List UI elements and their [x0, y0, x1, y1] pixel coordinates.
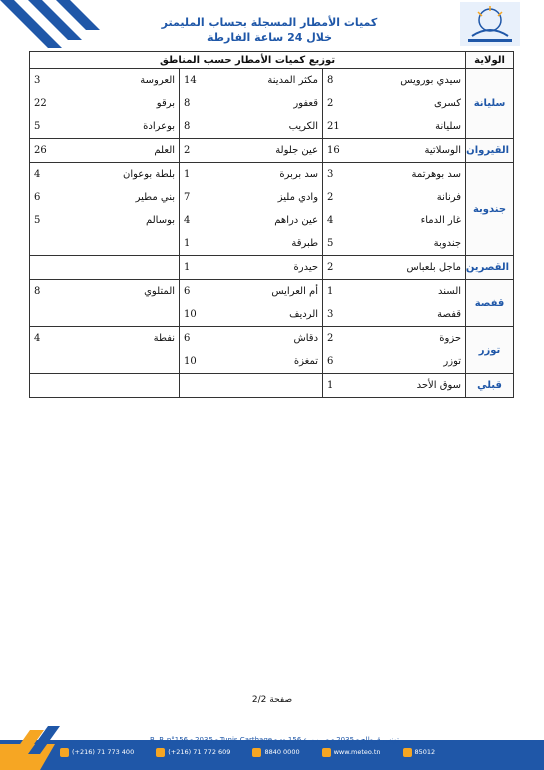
table-row: [30, 280, 514, 304]
rainfall-value: 16: [323, 139, 371, 163]
table-row: [30, 69, 514, 93]
contact-text: (+216) 71 772 609: [168, 748, 231, 756]
footer-contacts: [60, 745, 435, 759]
rainfall-value: 3: [323, 163, 371, 187]
table-row: [30, 115, 514, 139]
phone-icon: [60, 748, 69, 757]
rainfall-value: 4: [30, 163, 85, 187]
rainfall-value: 8: [323, 69, 371, 93]
rainfall-value: 3: [323, 303, 371, 327]
station-name: سليانة: [371, 115, 466, 139]
rainfall-value: 8: [180, 92, 228, 115]
rainfall-value: 1: [180, 232, 228, 256]
table-row: [30, 350, 514, 374]
meteo-logo: [460, 2, 520, 46]
station-name: تمغزة: [228, 350, 323, 374]
station-name: الرديف: [228, 303, 323, 327]
fax-icon: [156, 748, 165, 757]
rainfall-value: 6: [180, 280, 228, 304]
rainfall-value: 4: [323, 209, 371, 232]
rainfall-value: 22: [30, 92, 85, 115]
rainfall-value: 5: [30, 209, 85, 232]
rainfall-value: 4: [180, 209, 228, 232]
station-name: وادي مليز: [277, 192, 319, 203]
station-name: ماجل بلعباس: [371, 256, 466, 280]
station-name: بوسالم: [145, 215, 176, 226]
rainfall-value: 6: [323, 350, 371, 374]
rainfall-value: 21: [323, 115, 371, 139]
rainfall-value: [30, 303, 85, 327]
governorate-cell: سليانة: [466, 69, 514, 139]
rainfall-value: 2: [180, 139, 228, 163]
contact-item[interactable]: [322, 748, 381, 757]
phone-icon: [252, 748, 261, 757]
station-name: [85, 232, 180, 256]
rainfall-value: 6: [180, 327, 228, 351]
rainfall-value: 1: [323, 280, 371, 304]
table-row: [30, 374, 514, 398]
station-name: الكريب: [228, 115, 323, 139]
rainfall-value: [30, 256, 85, 280]
contact-item[interactable]: [156, 748, 230, 757]
station-name: كسرى: [434, 98, 462, 109]
station-name: [85, 256, 180, 280]
station-name: جندوبة: [371, 232, 466, 256]
rainfall-value: 2: [323, 186, 371, 209]
rainfall-value: 1: [180, 163, 228, 187]
table-row: [30, 163, 514, 187]
station-name: غار الدماء: [420, 215, 462, 226]
page-title: كميات الأمطار المسجلة بحساب المليمتر: [161, 16, 378, 29]
rainfall-value: 10: [180, 303, 228, 327]
station-name: برقو: [156, 98, 176, 109]
page-number: صفحة 2/2: [251, 695, 293, 705]
station-name: العلم: [85, 139, 180, 163]
station-name: بني مطير: [135, 192, 176, 203]
station-name: عين دراهم: [274, 215, 319, 226]
rainfall-value: 14: [180, 69, 228, 93]
station-name: حزوة: [439, 333, 462, 344]
contact-item[interactable]: [60, 748, 134, 757]
rainfall-value: 4: [30, 327, 85, 351]
table-row: [30, 232, 514, 256]
station-name: سيدي بورويس: [400, 75, 462, 86]
table-row: [30, 186, 514, 209]
table-row: [30, 303, 514, 327]
table-header-row: [30, 52, 514, 69]
rainfall-value: [30, 232, 85, 256]
contact-text: 8840 0000: [264, 748, 300, 756]
station-name: حيدرة: [228, 256, 323, 280]
table-row: [30, 327, 514, 351]
rainfall-value: [180, 374, 228, 398]
station-name: دقاش: [293, 333, 319, 344]
station-name: [85, 303, 180, 327]
rainfall-value: 3: [30, 69, 85, 93]
footer-address: B. P. n°156 - 2035 - Tunis Carthage - تونس قرطاج - 2035 - ص.ب. عـ156ـدد: [150, 736, 400, 744]
station-name: العروسة: [140, 75, 176, 86]
governorate-cell: القصرين: [466, 256, 514, 280]
table-row: [30, 139, 514, 163]
rainfall-table-body: [30, 52, 514, 398]
station-name: عين جلولة: [228, 139, 323, 163]
rainfall-value: 8: [180, 115, 228, 139]
station-name: بوعرادة: [85, 115, 180, 139]
rainfall-value: [30, 350, 85, 374]
table-row: [30, 256, 514, 280]
contact-text: (+216) 71 773 400: [72, 748, 135, 756]
rainfall-value: 6: [30, 186, 85, 209]
contact-item[interactable]: [252, 748, 299, 757]
governorate-cell: القيروان: [466, 139, 514, 163]
table-row: [30, 209, 514, 232]
governorate-cell: جندوبة: [466, 163, 514, 256]
governorate-column-header: الولاية: [466, 52, 514, 69]
governorate-cell: قبلي: [466, 374, 514, 398]
station-name: بلطة بوعوان: [122, 169, 176, 180]
contact-item[interactable]: [403, 748, 436, 757]
page-subtitle: خلال 24 ساعة الفارطة: [206, 31, 333, 44]
table-subtitle: توزيع كميات الأمطار حسب المناطق: [30, 52, 466, 69]
rainfall-value: 26: [30, 139, 85, 163]
station-name: المتلوي: [144, 286, 176, 297]
web-icon: [322, 748, 331, 757]
station-name: سد بوهرتمة: [411, 169, 462, 180]
rainfall-value: 5: [30, 115, 85, 139]
rainfall-value: 7: [180, 186, 228, 209]
station-name: سد بربرة: [279, 169, 319, 180]
contact-text: www.meteo.tn: [333, 748, 381, 756]
station-name: السند: [438, 286, 462, 297]
station-name: [85, 350, 180, 374]
table-row: [30, 92, 514, 115]
station-name: طبرقة: [228, 232, 323, 256]
contact-text: 85012: [414, 748, 436, 756]
governorate-cell: توزر: [466, 327, 514, 374]
station-name: مكثر المدينة: [267, 75, 319, 86]
rainfall-value: 10: [180, 350, 228, 374]
station-name: توزر: [371, 350, 466, 374]
station-name: أم العرايس: [271, 286, 319, 297]
station-name: فرنانة: [436, 192, 462, 203]
station-name: [85, 374, 180, 398]
station-name: قفصة: [371, 303, 466, 327]
rainfall-value: 2: [323, 256, 371, 280]
sms-icon: [403, 748, 412, 757]
rainfall-value: [30, 374, 85, 398]
station-name: الوسلاتية: [371, 139, 466, 163]
station-name: نفطة: [153, 333, 176, 344]
rainfall-value: 1: [180, 256, 228, 280]
rainfall-value: 5: [323, 232, 371, 256]
rainfall-value: 2: [323, 327, 371, 351]
rainfall-value: 8: [30, 280, 85, 304]
station-name: سوق الأحد: [371, 374, 466, 398]
rainfall-value: 1: [323, 374, 371, 398]
governorate-cell: قفصة: [466, 280, 514, 327]
rainfall-value: 2: [323, 92, 371, 115]
rainfall-table: [29, 51, 514, 398]
station-name: قعفور: [293, 98, 319, 109]
station-name: [228, 374, 323, 398]
